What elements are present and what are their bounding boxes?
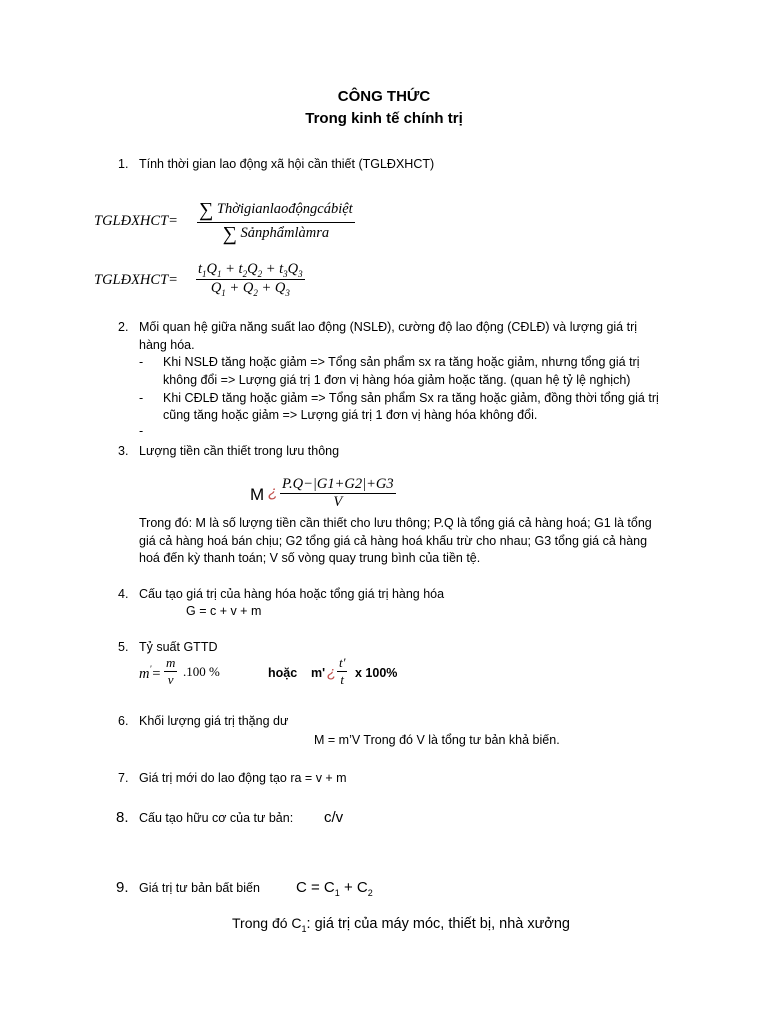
item-9-text: Giá trị tư bản bất biến xyxy=(139,881,260,895)
item-9-desc-prefix: Trong đó C xyxy=(232,915,302,931)
item-2-line-2: hàng hóa. xyxy=(139,338,195,352)
item-1-text: Tính thời gian lao động xã hội cần thiết (TGLĐXHCT) xyxy=(139,157,435,171)
formula-5a-tail: .100 % xyxy=(183,664,220,679)
page-subtitle: Trong kinh tế chính trị xyxy=(305,110,463,127)
item-3-text: Lượng tiền cần thiết trong lưu thông xyxy=(139,444,340,458)
item-number-2: 2. xyxy=(118,320,129,334)
formula-3-numerator: P.Q−|G1+G2|+G3 xyxy=(282,476,394,492)
item-9-desc xyxy=(232,915,570,934)
item-3-desc-2: giá cả hàng hoá bán chịu; G2 tổng giá cả hàng hoá khấu trừ cho nhau; G3 tổng giá cả hàng xyxy=(139,534,648,548)
sigma-symbol: ∑ xyxy=(199,199,214,221)
item-2-line-1: Mối quan hệ giữa năng suất lao động (NSLĐ), cường độ lao động (CĐLĐ) và lượng giá trị xyxy=(139,320,638,334)
equals-glyph-icon: ¿ xyxy=(327,664,337,681)
formula-1-denominator: Sảnphẩmlàmra xyxy=(240,225,330,241)
formula-5b-denominator: t xyxy=(340,672,345,687)
bullet-dash-empty: - xyxy=(139,424,144,438)
item-3-desc-1: Trong đó: M là số lượng tiền cần thiết cho lưu thông; P.Q là tổng giá cả hàng hoá; G1 là tổng xyxy=(139,516,652,530)
item-number-3: 3. xyxy=(118,444,129,458)
formula-3-denominator: V xyxy=(333,494,343,510)
item-7-text: Giá trị mới do lao động tạo ra = v + m xyxy=(139,771,347,785)
formula-9-sub-1: 1 xyxy=(334,888,340,898)
equals-glyph-icon: ¿ xyxy=(268,484,278,501)
bullet-dash: - xyxy=(139,391,144,405)
formula-9-c: C = C xyxy=(296,879,335,896)
formula-5b-m: m' xyxy=(311,666,326,680)
formula-9-sub-2: 2 xyxy=(367,888,373,898)
formula-1-lhs: TGLĐXHCT= xyxy=(94,213,178,229)
bullet-2-line-1: Khi CĐLĐ tăng hoặc giảm => Tổng sản phẩm Sx ra tăng hoặc giảm, đồng thời tổng giá trị xyxy=(163,391,659,405)
formula-5b-tail: x 100% xyxy=(355,666,398,680)
sigma-symbol: ∑ xyxy=(222,223,237,245)
formula-2-fraction xyxy=(196,261,305,298)
item-5-text: Tỷ suất GTTD xyxy=(139,640,218,654)
item-4-formula: G = c + v + m xyxy=(186,604,262,618)
item-number-1: 1. xyxy=(118,157,129,171)
bullet-1-line-2: không đổi => Lượng giá trị 1 đơn vị hàng hóa giảm hoặc tăng. (quan hệ tỷ lệ nghịch) xyxy=(163,373,631,387)
formula-2-lhs: TGLĐXHCT= xyxy=(94,272,178,288)
formula-2-denominator: $Q_1 + Q_2 + Q_3$ xyxy=(210,279,290,298)
or-label: hoặc xyxy=(268,666,298,680)
item-number-6: 6. xyxy=(118,714,129,728)
page-title: CÔNG THỨC xyxy=(337,88,431,105)
formula-1-fraction xyxy=(197,199,355,246)
formula-1-numerator: Thờigianlaođộngcábiệt xyxy=(216,201,353,217)
bullet-2-line-2: cũng tăng hoặc giảm => Lượng giá trị 1 đơn vị hàng hóa không đổi. xyxy=(163,408,538,422)
formula-3-m: M xyxy=(250,485,265,504)
item-4-text: Cấu tạo giá trị của hàng hóa hoặc tổng giá trị hàng hóa xyxy=(139,587,445,601)
item-6-formula: M = m’V Trong đó V là tổng tư bản khả biến. xyxy=(314,733,560,747)
item-number-5: 5. xyxy=(118,640,129,654)
item-number-8: 8. xyxy=(116,809,129,826)
bullet-dash: - xyxy=(139,355,144,369)
formula-5a-fraction xyxy=(164,655,177,688)
formula-3-fraction xyxy=(280,476,396,511)
formula-5b-fraction xyxy=(337,655,347,688)
formula-5b-numerator: t' xyxy=(339,655,346,670)
item-9-formula xyxy=(296,879,373,898)
formula-9-plus: + C xyxy=(339,879,368,896)
formula-5a-numerator: m xyxy=(166,655,176,670)
item-8-text: Cấu tạo hữu cơ của tư bản: xyxy=(139,811,294,825)
item-8-formula: c/v xyxy=(324,809,344,826)
item-number-7: 7. xyxy=(118,771,129,785)
formula-5a-denominator: v xyxy=(167,672,174,687)
item-6-text: Khối lượng giá trị thặng dư xyxy=(139,714,289,728)
formula-5a-lhs: m'= xyxy=(139,664,162,682)
item-9-desc-rest: : giá trị của máy móc, thiết bị, nhà xưởng xyxy=(306,916,570,932)
item-number-9: 9. xyxy=(116,879,129,896)
bullet-1-line-1: Khi NSLĐ tăng hoặc giảm => Tổng sản phẩm sx ra tăng hoặc giảm, nhưng tổng giá trị xyxy=(163,355,640,369)
formula-2-numerator: $t_1Q_1 + t_2Q_2 + t_3Q_3$ xyxy=(198,261,303,279)
item-3-desc-3: hoá đến kỳ thanh toán; V số vòng quay trung bình của tiền tệ. xyxy=(139,551,481,565)
item-9-desc-sub: 1 xyxy=(301,923,307,934)
item-number-4: 4. xyxy=(118,587,129,601)
